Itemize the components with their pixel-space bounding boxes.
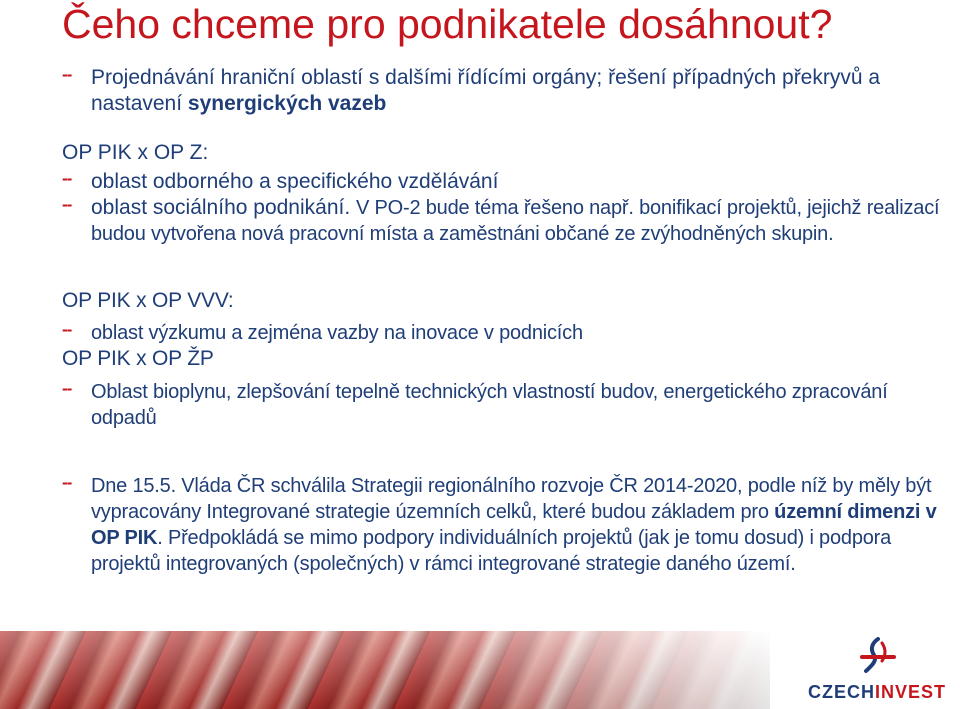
intro-item xyxy=(62,65,954,117)
dash-bullet-icon: -- xyxy=(62,169,72,188)
czechinvest-logo xyxy=(802,637,952,703)
dash-bullet-icon: -- xyxy=(62,379,72,398)
footer-band xyxy=(0,631,960,709)
list-item: -- oblast odborného a specifického vzdělávání xyxy=(62,169,499,193)
section-op-vvv xyxy=(62,288,954,346)
dash-bullet-icon: -- xyxy=(62,195,72,214)
section-heading: OP PIK x OP VVV: xyxy=(62,289,234,312)
list-item: -- Dne 15.5. Vláda ČR schválila Strategii regionálního rozvoje ČR 2014-2020, podle níž by měly být vypracovány Integrované strategie územních celků, které budou základem pro územní dimenzi v OP PIK. Předpokládá se mimo podpory individuálních projektů (jak je tomu dosud) i podpora projektů integrovaných (společných) v rámci integrované strategie daného území. xyxy=(62,473,937,575)
section-op-zp xyxy=(62,346,954,431)
czechinvest-mark-icon xyxy=(860,637,896,677)
list-item: -- oblast sociálního podnikání. V PO-2 bude téma řešeno např. bonifikací projektů, jejichž realizací budou vytvořena nová pracovní místa a zaměstnáni občané ze zvýhodněných skupin. xyxy=(62,195,940,245)
intro-block xyxy=(62,65,954,117)
list-item: -- Oblast bioplynu, zlepšování tepelně technických vlastností budov, energetického zpracování odpadů xyxy=(62,379,888,429)
logo-text-czech: CZECH xyxy=(807,682,875,702)
intro-text: Projednávání hraniční oblastí s dalšími řídícími orgány; řešení případných překryvů a nastavení xyxy=(91,66,881,115)
dash-bullet-icon: -- xyxy=(62,320,72,339)
strategy-paragraph xyxy=(62,473,954,577)
logo-text-invest: INVEST xyxy=(874,682,946,702)
section-op-z xyxy=(62,140,954,247)
final-bold: územní dimenzi v OP PIK xyxy=(91,501,937,549)
section-heading: OP PIK x OP Z: xyxy=(62,141,209,164)
item-continuation: V PO-2 bude téma řešeno např. bonifikací projektů, jejichž realizací budou vytvořena nová pracovní místa a zaměstnáni občané ze zvýhodněných skupin. xyxy=(91,197,940,245)
section-heading: OP PIK x OP ŽP xyxy=(62,347,214,370)
dash-bullet-icon: -- xyxy=(62,65,72,84)
intro-bold: synergických vazeb xyxy=(187,92,387,115)
list-item: -- oblast výzkumu a zejména vazby na inovace v podnicích xyxy=(62,320,583,344)
page-title: Čeho chceme pro podnikatele dosáhnout? xyxy=(62,1,833,47)
dash-bullet-icon: -- xyxy=(62,473,72,492)
